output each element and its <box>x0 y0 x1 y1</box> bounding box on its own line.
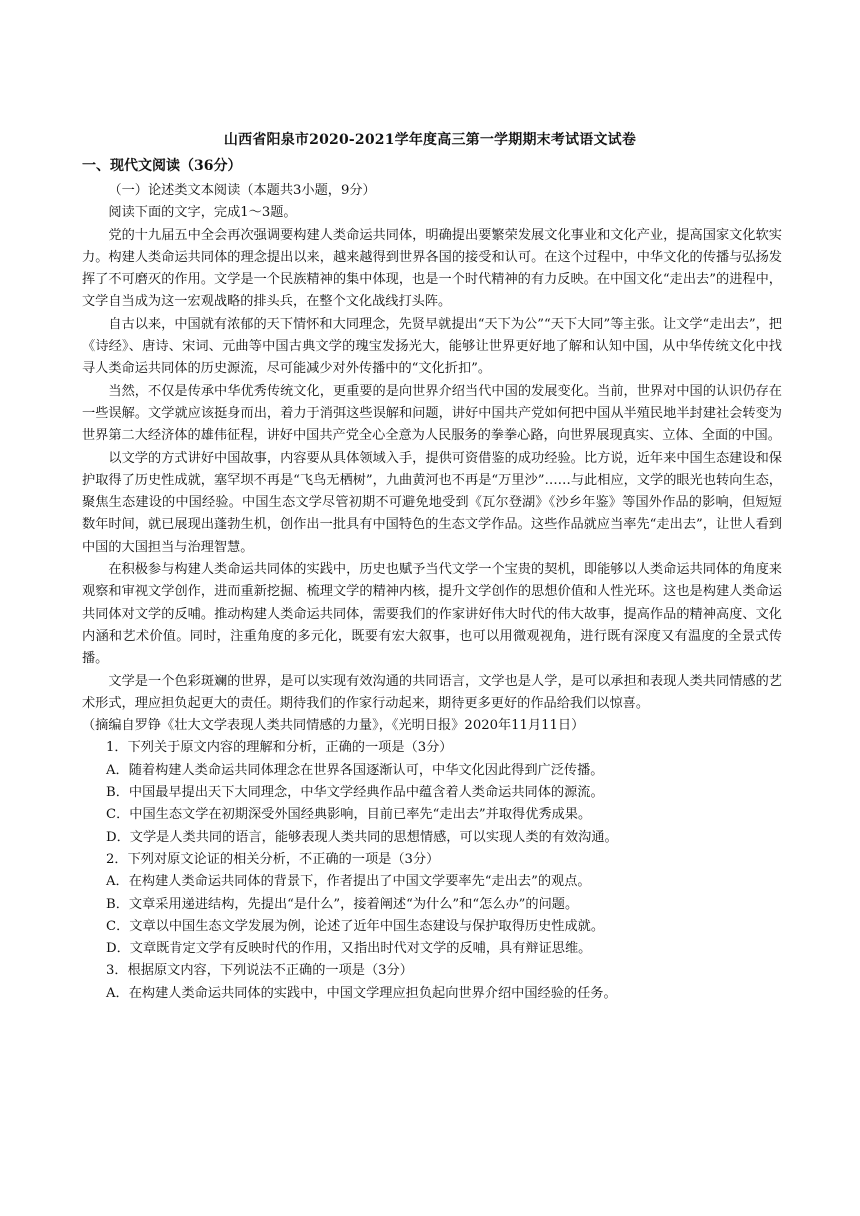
paragraph: 当然，不仅是传承中华优秀传统文化，更重要的是向世界介绍当代中国的发展变化。当前，世界对中国的认识仍存在一些误解。文学就应该挺身而出，着力于消弭这些误解和问题，讲好中国共产党如何把中国从半殖民地半封建社会转变为世界第二大经济体的雄伟征程，讲好中国共产党全心全意为人民服务的拳拳心路，向世界展现真实、立体、全面的中国。 <box>82 383 782 444</box>
page-title: 山西省阳泉市2020-2021学年度高三第一学期期末考试语文试卷 <box>223 132 637 148</box>
question-option: A．在构建人类命运共同体的实践中，中国文学理应担负起向世界介绍中国经验的任务。 <box>106 985 617 1001</box>
subsection-heading: （一）论述类文本阅读（本题共3小题，9分） <box>108 183 376 198</box>
question-option: D．文学是人类共同的语言，能够表现人类共同的思想情感，可以实现人类的有效沟通。 <box>106 829 618 845</box>
source-citation: （摘编自罗铮《壮大文学表现人类共同情感的力量》，《光明日报》2020年11月11日） <box>82 718 585 734</box>
question-stem: 1．下列关于原文内容的理解和分析，正确的一项是（3分） <box>106 740 453 756</box>
paragraph: 自古以来，中国就有浓郁的天下情怀和大同理念，先贤早就提出“天下为公”“天下大同”等主张。让文学“走出去”，把《诗经》、唐诗、宋词、元曲等中国古典文学的瑰宝发扬光大，能够让世界更好地了解和认知中国，从中华传统文化中找寻人类命运共同体的历史源流，尽可能减少对外传播中的“文化折扣”。 <box>82 316 782 377</box>
instruction-text: 阅读下面的文字，完成1～3题。 <box>108 205 297 221</box>
question-option: D．文章既肯定文学有反映时代的作用，又指出时代对文学的反哺，具有辩证思维。 <box>106 941 592 957</box>
question-option: B．中国最早提出天下大同理念，中华文学经典作品中蕴含着人类命运共同体的源流。 <box>106 785 604 801</box>
paragraph: 文学是一个色彩斑斓的世界，是可以实现有效沟通的共同语言，文学也是人学，是可以承担和表现人类共同情感的艺术形式，理应担负起更大的责任。期待我们的作家行动起来，期待更多更好的作品给我们以惊喜。 <box>82 673 782 711</box>
question-option: B．文章采用递进结构，先提出“是什么”，接着阐述“为什么”和“怎么办”的问题。 <box>106 896 579 912</box>
question-option: A．随着构建人类命运共同体理念在世界各国逐渐认可，中华文化因此得到广泛传播。 <box>106 762 604 778</box>
reading-content <box>82 180 782 1005</box>
paragraph: 党的十九届五中全会再次强调要构建人类命运共同体，明确提出要繁荣发展文化事业和文化产业，提高国家文化软实力。构建人类命运共同体的理念提出以来，越来越得到世界各国的接受和认可。在这个过程中，中华文化的传播与弘扬发挥了不可磨灭的作用。文学是一个民族精神的集中体现，也是一个时代精神的有力反映。在中国文化“走出去”的进程中，文学自当成为这一宏观战略的排头兵，在整个文化战线打头阵。 <box>82 227 782 310</box>
question-option: A．在构建人类命运共同体的背景下，作者提出了中国文学要率先“走出去”的观点。 <box>106 874 591 890</box>
question-stem: 3．根据原文内容，下列说法不正确的一项是（3分） <box>106 963 413 979</box>
question-option: C．文章以中国生态文学发展为例，论述了近年中国生态建设与保护取得历史性成就。 <box>106 918 605 934</box>
section-heading: 一、现代文阅读（36分） <box>82 158 242 174</box>
paragraph: 在积极参与构建人类命运共同体的实践中，历史也赋予当代文学一个宝贵的契机，即能够以人类命运共同体的角度来观察和审视文学创作，进而重新挖掘、梳理文学的精神内核，提升文学创作的思想价值和人性光环。这也是构建人类命运共同体对文学的反哺。推动构建人类命运共同体，需要我们的作家讲好伟大时代的伟大故事，提高作品的精神高度、文化内涵和艺术价值。同时，注重角度的多元化，既要有宏大叙事，也可以用微观视角，进行既有深度又有温度的全景式传播。 <box>82 562 782 667</box>
question-option: C．中国生态文学在初期深受外国经典影响，目前已率先“走出去”并取得优秀成果。 <box>106 807 592 823</box>
question-stem: 2．下列对原文论证的相关分析，不正确的一项是（3分） <box>106 851 440 867</box>
paragraph: 以文学的方式讲好中国故事，内容要从具体领域入手，提供可资借鉴的成功经验。比方说，近年来中国生态建设和保护取得了历史性成就，塞罕坝不再是“飞鸟无栖树”，九曲黄河也不再是“万里沙”……与此相应，文学的眼光也转向生态，聚焦生态建设的中国经验。中国生态文学尽管初期不可避免地受到《瓦尔登湖》《沙乡年鉴》等国外作品的影响，但短短数年时间，就已展现出蓬勃生机，创作出一批具有中国特色的生态文学作品。这些作品就应当率先“走出去”，让世人看到中国的大国担当与治理智慧。 <box>82 450 782 555</box>
